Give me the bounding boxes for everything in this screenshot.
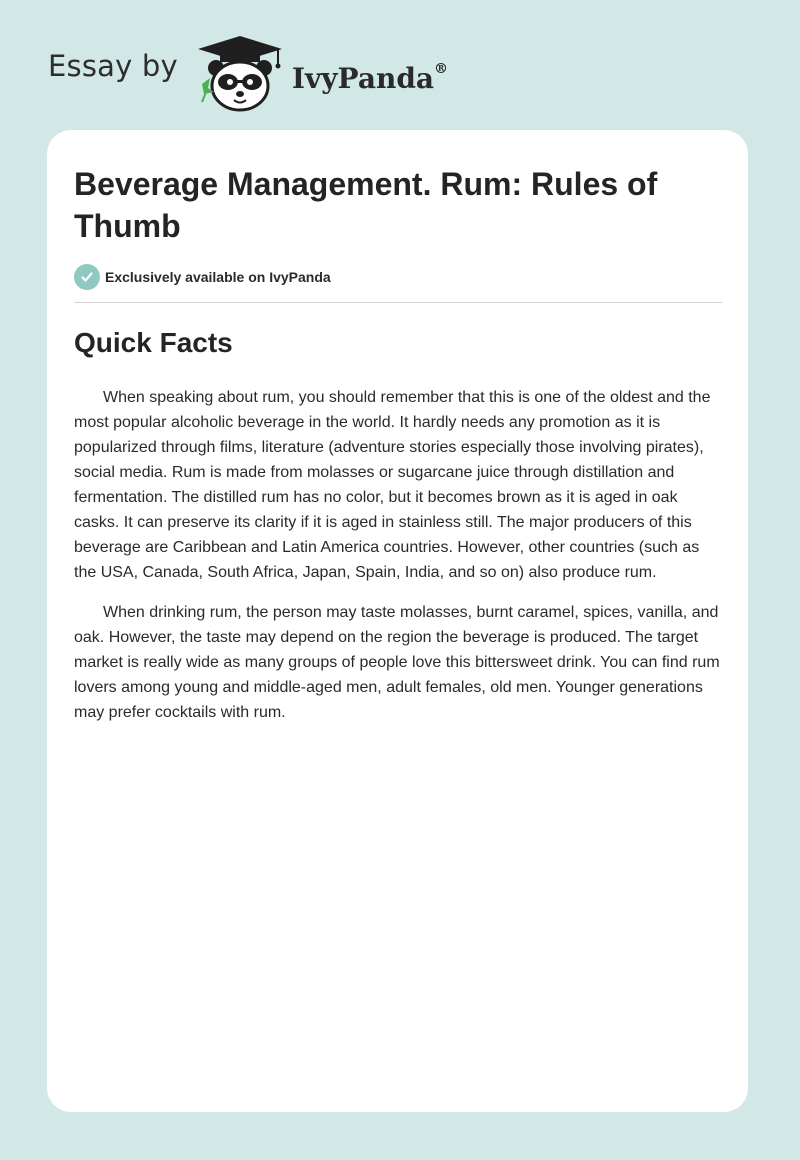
brand-name-text: IvyPanda <box>291 61 435 95</box>
check-circle-icon <box>74 264 100 290</box>
divider <box>74 302 722 303</box>
page-title: Beverage Management. Rum: Rules of Thumb <box>74 166 658 244</box>
exclusive-badge <box>74 264 331 290</box>
panda-logo-icon[interactable] <box>192 34 288 114</box>
registered-mark: ® <box>434 61 449 78</box>
article-body <box>74 385 724 740</box>
essay-by-label: Essay by <box>48 49 178 83</box>
site-header <box>48 34 448 114</box>
brand-name[interactable] <box>292 62 448 95</box>
paragraph: When drinking rum, the person may taste molasses, burnt caramel, spices, vanilla, and oak. However, the taste may depend on the region the beverage is produced. The target market is really wide as many groups of people love this bittersweet drink. You can find rum lovers among young and middle-aged men, adult females, old men. Younger generations may prefer cocktails with rum. <box>74 604 720 721</box>
section-heading: Quick Facts <box>74 327 233 358</box>
essay-card <box>47 130 748 1112</box>
paragraph: When speaking about rum, you should remember that this is one of the oldest and the most popular alcoholic beverage in the world. It hardly needs any promotion as it is popularized through films, literature (adventure stories especially those involving pirates), social media. Rum is made from molasses or sugarcane juice through distillation and fermentation. The distilled rum has no color, but it becomes brown as it is aged in oak casks. It can preserve its clarity if it is aged in stainless still. The major producers of this beverage are Caribbean and Latin America countries. However, other countries (such as the USA, Canada, South Africa, Japan, Spain, India, and so on) also produce rum. <box>74 389 711 581</box>
exclusive-label: Exclusively available on IvyPanda <box>105 269 331 285</box>
